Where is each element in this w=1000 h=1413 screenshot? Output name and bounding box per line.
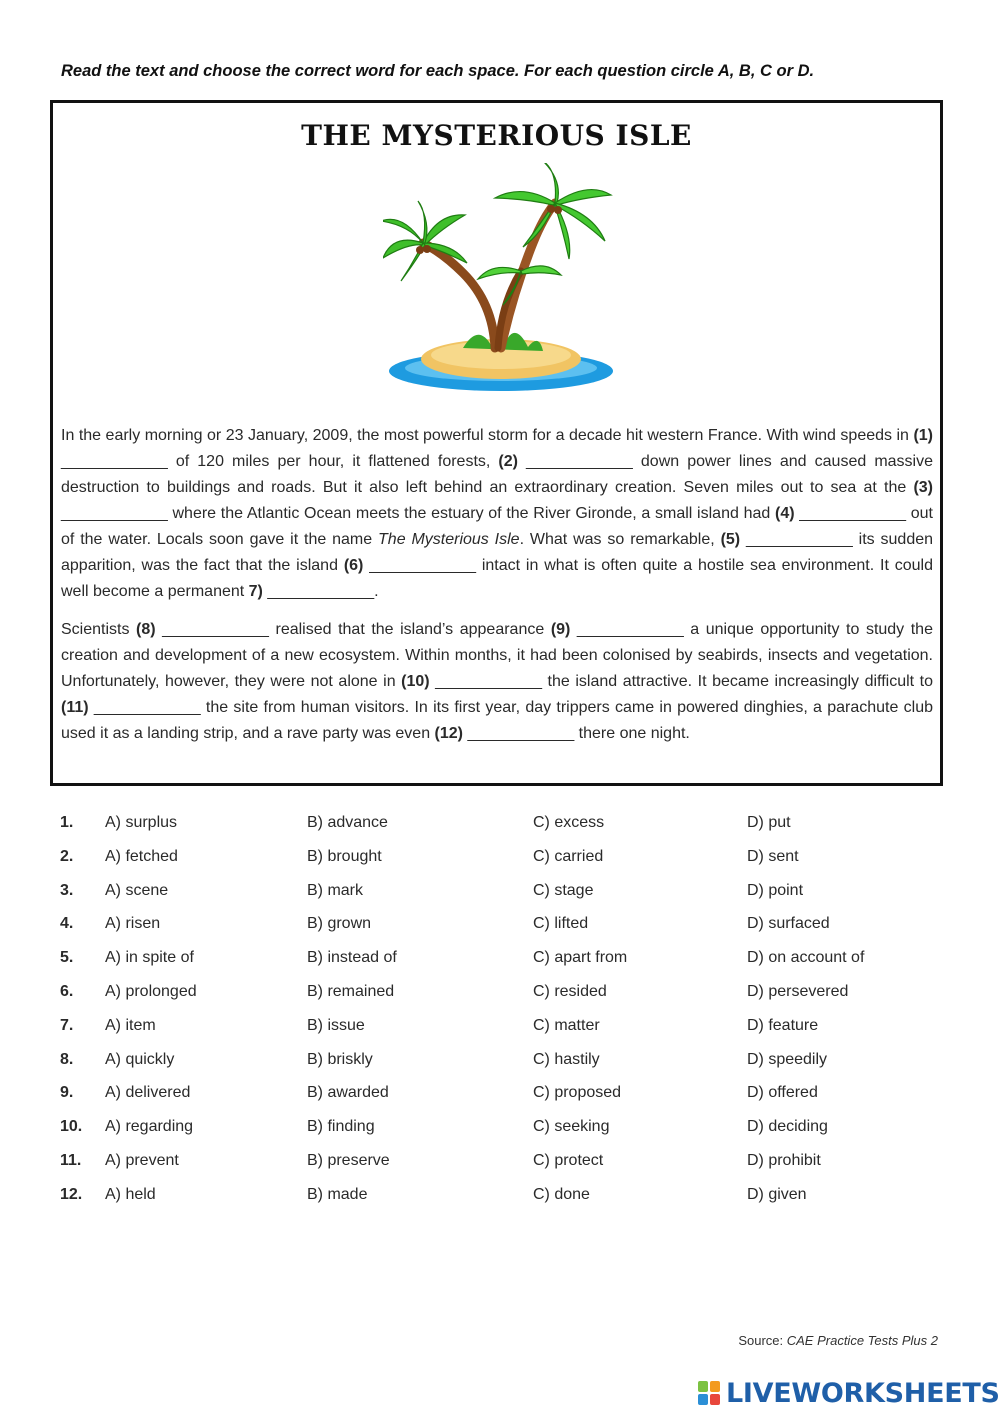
passage-text: ____________ there one night. (463, 725, 690, 742)
gap-number: (8) (136, 621, 156, 638)
gap-number: (11) (61, 699, 89, 716)
option-b[interactable]: B) issue (307, 1016, 365, 1034)
option-a[interactable]: A) item (105, 1016, 156, 1034)
option-a[interactable]: A) fetched (105, 847, 178, 865)
gap-number: 7) (248, 583, 263, 600)
option-d[interactable]: D) given (747, 1185, 807, 1203)
option-a[interactable]: A) quickly (105, 1050, 175, 1068)
option-b[interactable]: B) grown (307, 915, 372, 933)
liveworksheets-logo-text: LIVEWORKSHEETS (726, 1378, 1000, 1409)
passage-text: ____________ where the Atlantic Ocean meets the estuary of the River Gironde, a small island had (61, 505, 775, 522)
gap-number: (1) (913, 427, 933, 444)
passage-paragraph-2 (61, 617, 933, 747)
passage-text: ____________ realised that the island’s appearance (155, 621, 551, 638)
option-d[interactable]: D) point (747, 881, 804, 899)
option-c[interactable]: C) stage (533, 881, 594, 899)
answer-row (60, 909, 940, 943)
option-b[interactable]: B) finding (307, 1118, 375, 1136)
liveworksheets-logo-icon (698, 1381, 722, 1407)
answer-row (60, 977, 940, 1011)
option-c[interactable]: C) matter (533, 1016, 600, 1034)
source-title: CAE Practice Tests Plus 2 (786, 1333, 938, 1348)
question-number: 4. (60, 915, 74, 933)
answer-row (60, 1112, 940, 1146)
option-c[interactable]: C) carried (533, 847, 604, 865)
answer-row (60, 842, 940, 876)
passage-title: THE MYSTERIOUS ISLE (301, 119, 692, 152)
option-c[interactable]: C) resided (533, 982, 607, 1000)
option-b[interactable]: B) briskly (307, 1050, 373, 1068)
option-d[interactable]: D) put (747, 814, 791, 831)
passage-text: ____________ a unique opportunity to study the creation and development of a new ecosystem. Within months, it had been colonised by seabirds, insects and vegetation. Unfortunately, however, they were not alone in (61, 621, 933, 690)
answer-row (60, 876, 940, 910)
answer-row (60, 1146, 940, 1180)
option-b[interactable]: B) preserve (307, 1151, 390, 1169)
question-number: 3. (60, 881, 74, 899)
question-number: 5. (60, 949, 74, 967)
passage-text: ____________ of 120 miles per hour, it flattened forests, (61, 453, 499, 470)
option-c[interactable]: C) lifted (533, 915, 589, 933)
option-b[interactable]: B) advance (307, 814, 388, 831)
passage-text: In the early morning or 23 January, 2009, the most powerful storm for a decade hit western France. With wind speeds in (61, 427, 914, 444)
answer-options-list (60, 808, 940, 1214)
passage-text: ____________. (262, 583, 379, 600)
gap-number: (2) (498, 453, 518, 470)
passage-text: ____________ out of the water. Locals soon gave it the name (61, 505, 933, 548)
option-d[interactable]: D) prohibit (747, 1151, 821, 1169)
option-a[interactable]: A) held (105, 1185, 156, 1203)
gap-number: (4) (774, 505, 795, 522)
passage-text: ____________ its sudden apparition, was the fact that the island (61, 531, 934, 574)
question-number: 9. (60, 1084, 74, 1102)
gap-number: (5) (720, 531, 741, 548)
option-d[interactable]: D) on account of (747, 949, 865, 967)
question-number: 7. (60, 1016, 74, 1034)
option-c[interactable]: C) apart from (533, 949, 628, 967)
question-number: 10. (60, 1118, 83, 1136)
option-b[interactable]: B) mark (307, 881, 363, 899)
option-a[interactable]: A) surplus (105, 814, 178, 831)
gap-number: (10) (401, 673, 430, 690)
option-d[interactable]: D) offered (747, 1084, 818, 1102)
option-d[interactable]: D) surfaced (747, 915, 830, 933)
reading-passage-box (50, 100, 943, 786)
island-name: The Mysterious Isle (378, 531, 520, 548)
question-number: 12. (60, 1185, 83, 1203)
option-a[interactable]: A) delivered (105, 1084, 191, 1102)
question-number: 2. (60, 847, 74, 865)
gap-number: (9) (550, 621, 571, 638)
option-c[interactable]: C) done (533, 1185, 590, 1203)
option-d[interactable]: D) speedily (747, 1050, 828, 1068)
source-citation (738, 1333, 938, 1348)
option-d[interactable]: D) deciding (747, 1118, 828, 1136)
instructions: Read the text and choose the correct word for each space. For each question circle A, B, C or D. (61, 62, 815, 80)
answer-row (60, 1078, 940, 1112)
answer-row (60, 1011, 940, 1045)
passage-text: Scientists (61, 621, 137, 638)
question-number: 11. (60, 1151, 82, 1169)
option-d[interactable]: D) persevered (747, 982, 849, 1000)
option-c[interactable]: C) excess (533, 814, 605, 831)
option-c[interactable]: C) protect (533, 1151, 604, 1169)
option-c[interactable]: C) proposed (533, 1084, 622, 1102)
option-b[interactable]: B) instead of (307, 949, 397, 967)
liveworksheets-logo (698, 1378, 1000, 1410)
answer-row (60, 943, 940, 977)
passage-paragraph-1 (61, 423, 933, 605)
option-b[interactable]: B) remained (307, 982, 395, 1000)
option-c[interactable]: C) hastily (533, 1050, 600, 1068)
option-a[interactable]: A) prolonged (105, 982, 197, 1000)
option-a[interactable]: A) scene (105, 881, 169, 899)
passage-text: . What was so remarkable, (519, 531, 721, 548)
palm-tree-island-icon (383, 163, 613, 393)
option-b[interactable]: B) awarded (307, 1084, 389, 1102)
option-a[interactable]: A) prevent (105, 1151, 179, 1169)
passage-text: ____________ down power lines and caused massive destruction to buildings and roads. But it also left behind an extraordinary creation. Seven miles out to sea at the (61, 453, 933, 496)
option-a[interactable]: A) in spite of (105, 949, 194, 967)
gap-number: (12) (434, 725, 463, 742)
gap-number: (3) (913, 479, 933, 496)
answer-row (60, 1045, 940, 1079)
option-d[interactable]: D) sent (747, 847, 799, 865)
option-a[interactable]: A) risen (105, 915, 161, 933)
answer-row (60, 1180, 940, 1214)
question-number: 6. (60, 982, 74, 1000)
option-b[interactable]: B) made (307, 1185, 368, 1203)
question-number: 1. (60, 814, 74, 831)
answer-row (60, 808, 940, 842)
passage-text: ____________ the site from human visitors. In its first year, day trippers came in powered dinghies, a parachute club used it as a landing strip, and a rave party was even (61, 699, 933, 742)
option-d[interactable]: D) feature (747, 1016, 819, 1034)
gap-number: (6) (343, 557, 364, 574)
question-number: 8. (60, 1050, 74, 1068)
option-b[interactable]: B) brought (307, 847, 382, 865)
passage-text: ____________ intact in what is often quite a hostile sea environment. It could well become a permanent (61, 557, 933, 600)
option-c[interactable]: C) seeking (533, 1118, 610, 1136)
option-a[interactable]: A) regarding (105, 1118, 194, 1136)
passage-text: ____________ the island attractive. It became increasingly difficult to (429, 673, 934, 690)
source-label: Source: (738, 1333, 787, 1348)
